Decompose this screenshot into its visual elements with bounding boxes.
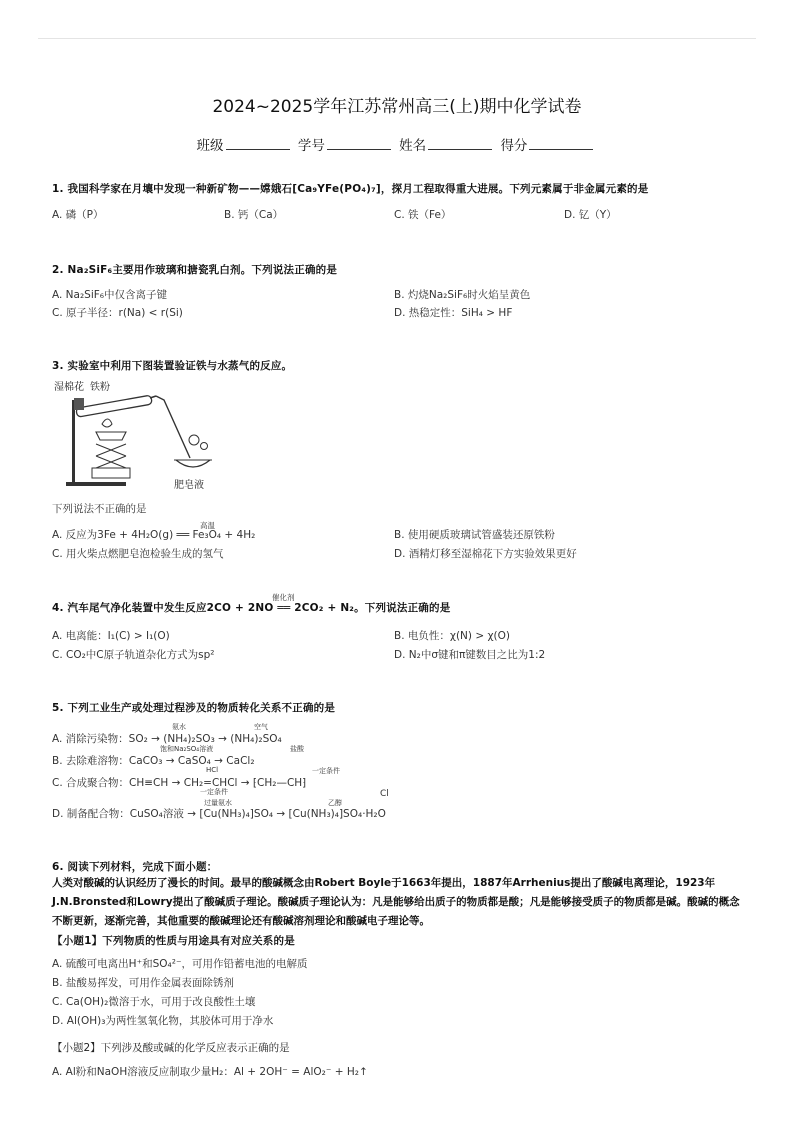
q3-option-c[interactable]: C. 用火柴点燃肥皂泡检验生成的氢气 [52,548,224,560]
q4-option-c[interactable]: C. CO₂中C原子轨道杂化方式为sp² [52,649,215,661]
q4-option-d[interactable]: D. N₂中σ键和π键数目之比为1:2 [394,649,546,661]
q3-option-a[interactable]: A. 反应为3Fe + 4H₂O(g) ══ Fe₃O₄ + 4H₂ [52,529,256,541]
q6-sub2-stem: 【小题2】下列涉及酸或碱的化学反应表示正确的是 [52,1042,290,1054]
q2-option-a[interactable]: A. Na₂SiF₆中仅含离子键 [52,289,168,301]
q5-cond-ethanol: 乙醇 [328,799,342,807]
q5-cond-conditions-2: 一定条件 [312,767,340,775]
q3-follow-text: 下列说法不正确的是 [52,503,147,515]
q6-sub1-option-b[interactable]: B. 盐酸易挥发，可用作金属表面除锈剂 [52,977,234,989]
q4-option-a[interactable]: A. 电离能：I₁(C) > I₁(O) [52,630,170,642]
q6-sub1-stem: 【小题1】下列物质的性质与用途具有对应关系的是 [52,935,295,947]
q6-sub2-option-a[interactable]: A. Al粉和NaOH溶液反应制取少量H₂：Al + 2OH⁻ = AlO₂⁻ + H₂↑ [52,1066,368,1078]
info-score: 得分 [500,138,528,154]
q1-option-b[interactable]: B. 钙（Ca） [224,209,284,221]
q5-cond-hcl-acid: 盐酸 [290,745,304,753]
question-4-stem: 4. 汽车尾气净化装置中发生反应2CO + 2NO ══ 2CO₂ + N₂。下列说法正确的是 [52,602,451,614]
header-divider [38,38,756,39]
iron-steam-apparatus-diagram [52,380,222,492]
info-name: 姓名 [399,138,427,154]
q5-cond-excess-ammonia: 过量氨水 [204,799,232,807]
info-class: 班级 [196,138,224,154]
q5-cond-air: 空气 [254,723,268,731]
q3-option-d[interactable]: D. 酒精灯移至湿棉花下方实验效果更好 [394,548,577,560]
name-blank[interactable] [428,137,492,150]
score-blank[interactable] [529,137,593,150]
q3-condition: 高温 [200,521,215,530]
class-blank[interactable] [226,137,290,150]
q5-cond-na2so4: 饱和Na₂SO₄溶液 [160,745,214,753]
q1-option-d[interactable]: D. 钇（Y） [564,209,617,221]
student-info-line [0,134,794,154]
q3-option-b[interactable]: B. 使用硬质玻璃试管盛装还原铁粉 [394,529,555,541]
q6-material: 人类对酸碱的认识经历了漫长的时间。最早的酸碱概念由Robert Boyle于1663年提出，1887年Arrhenius提出了酸碱电离理论，1923年J.N.Bronsted和Lowry提出了酸碱质子理论。酸碱质子理论认为：凡是能够给出质子的物质都是酸；凡是能够接受质子的物质都是碱。酸碱的概念不断更新，逐渐完善，其他重要的酸碱理论还有酸碱溶剂理论和酸碱电子理论等。 [52,877,740,927]
q4-condition: 催化剂 [272,593,295,602]
q5-option-c[interactable]: C. 合成聚合物：CH≡CH → CH₂=CHCl → ⁅CH₂—CH⁆ [52,777,307,789]
label-iron-powder: 铁粉 [90,382,110,393]
q5-option-d[interactable]: D. 制备配合物：CuSO₄溶液 → [Cu(NH₃)₄]SO₄ → [Cu(NH₃)₄]SO₄·H₂O [52,808,386,820]
label-soap-solution: 肥皂液 [174,480,204,491]
q4-option-b[interactable]: B. 电负性：χ(N) > χ(O) [394,630,510,642]
q2-option-c[interactable]: C. 原子半径：r(Na) < r(Si) [52,307,183,319]
q2-option-b[interactable]: B. 灼烧Na₂SiF₆时火焰呈黄色 [394,289,531,301]
question-2-stem: 2. Na₂SiF₆主要用作玻璃和搪瓷乳白剂。下列说法正确的是 [52,264,338,276]
q5-option-b[interactable]: B. 去除难溶物：CaCO₃ → CaSO₄ → CaCl₂ [52,755,255,767]
q6-sub1-option-d[interactable]: D. Al(OH)₃为两性氢氧化物，其胶体可用于净水 [52,1015,274,1027]
q2-option-d[interactable]: D. 热稳定性：SiH₄ > HF [394,307,513,319]
question-3-stem: 3. 实验室中利用下图装置验证铁与水蒸气的反应。 [52,360,293,372]
q5-option-a[interactable]: A. 消除污染物：SO₂ → (NH₄)₂SO₃ → (NH₄)₂SO₄ [52,733,282,745]
question-5-stem: 5. 下列工业生产或处理过程涉及的物质转化关系不正确的是 [52,702,336,714]
number-blank[interactable] [327,137,391,150]
q6-sub1-option-a[interactable]: A. 硫酸可电离出H⁺和SO₄²⁻，可用作铅蓄电池的电解质 [52,958,308,970]
q1-option-a[interactable]: A. 磷（P） [52,209,104,221]
q1-option-c[interactable]: C. 铁（Fe） [394,209,452,221]
question-6-stem: 6. 阅读下列材料，完成下面小题： [52,861,218,873]
question-1-stem: 1. 我国科学家在月壤中发现一种新矿物——嫦娥石[Ca₉YFe(PO₄)₇]，探月工程取得重大进展。下列元素属于非金属元素的是 [52,183,649,195]
q5-cond-hcl: HCl [206,766,219,774]
page-title: 2024~2025学年江苏常州高三(上)期中化学试卷 [212,97,582,117]
info-number: 学号 [297,138,325,154]
q5-cl-substituent: Cl [380,789,389,799]
q5-cond-conditions-1: 一定条件 [200,788,228,796]
q6-sub1-option-c[interactable]: C. Ca(OH)₂微溶于水，可用于改良酸性土壤 [52,996,256,1008]
label-wet-cotton: 湿棉花 [54,382,84,393]
q5-cond-ammonia: 氨水 [172,723,186,731]
